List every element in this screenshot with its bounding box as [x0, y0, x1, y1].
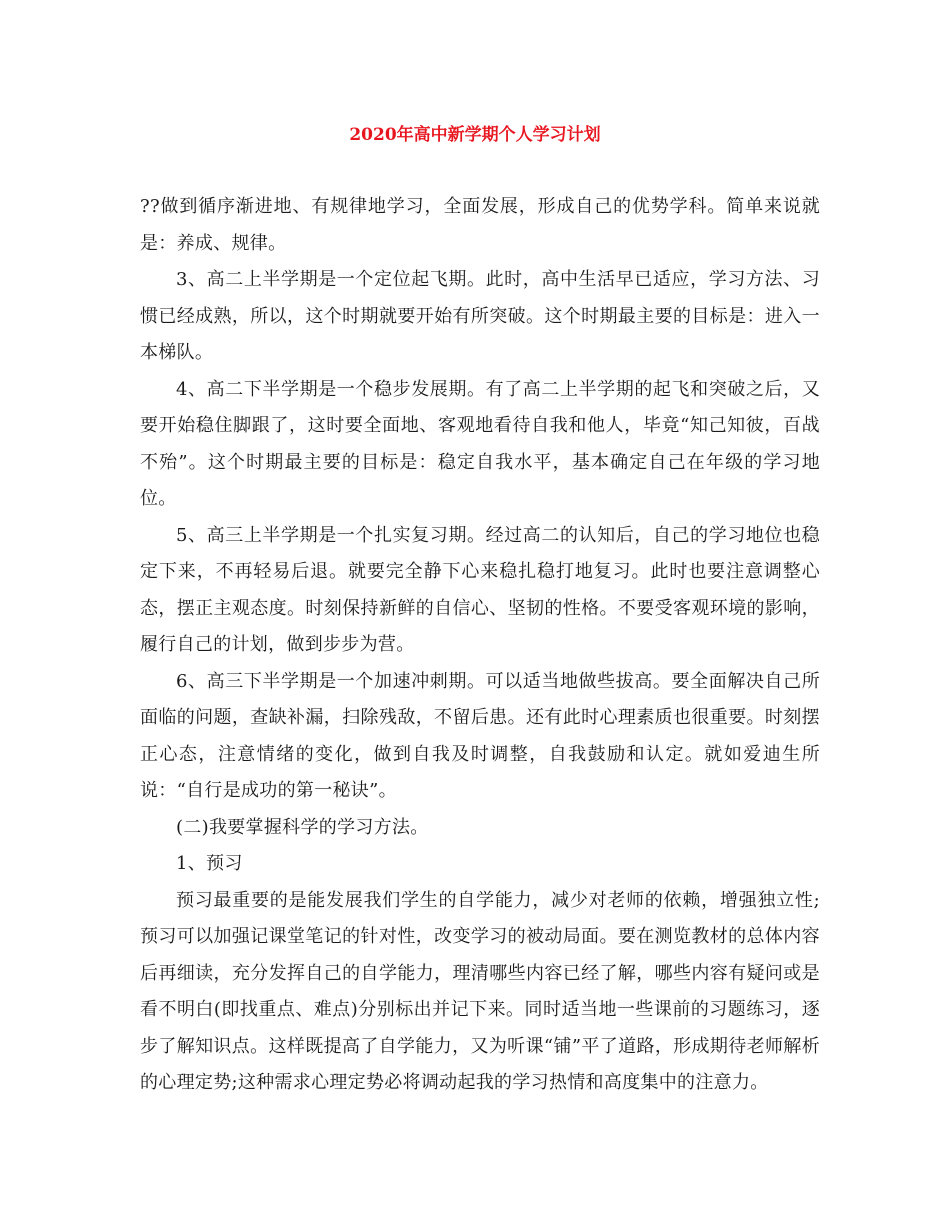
paragraph-6: 预习最重要的是能发展我们学生的自学能力，减少对老师的依赖，增强独立性;预习可以加强记课堂笔记的针对性，改变学习的被动局面。要在测览教材的总体内容后再细读，充分发挥自己的自学能力，理清哪些内容已经了解，哪些内容有疑问或是看不明白(即找重点、难点)分别标出并记下来。同时适当地一些课前的习题练习，逐步了解知识点。这样既提高了自学能力，又为听课“铺”平了道路，形成期待老师解析的心理定势;这种需求心理定势必将调动起我的学习热情和高度集中的注意力。 — [140, 889, 820, 1093]
paragraph-1: ??做到循序渐进地、有规律地学习，全面发展，形成自己的优势学科。简单来说就是：养成、规律。 — [140, 196, 820, 254]
section-heading: (二)我要掌握科学的学习方法。 — [176, 816, 429, 838]
subsection-heading: 1、预习 — [176, 853, 243, 874]
paragraph-4: 5、高三上半学期是一个扎实复习期。经过高二的认知后，自己的学习地位也稳定下来，不再轻易后退。就要完全静下心来稳扎稳打地复习。此时也要注意调整心态，摆正主观态度。时刻保持新鲜的自信心、坚韧的性格。不要受客观环境的影响，履行自己的计划，做到步步为营。 — [140, 524, 820, 655]
document-title: 2020年高中新学期个人学习计划 — [349, 125, 601, 145]
paragraph-2: 3、高二上半学期是一个定位起飞期。此时，高中生活早已适应，学习方法、习惯已经成熟，所以，这个时期就要开始有所突破。这个时期最主要的目标是：进入一本梯队。 — [140, 269, 820, 363]
document-body — [140, 189, 820, 1102]
paragraph-3: 4、高二下半学期是一个稳步发展期。有了高二上半学期的起飞和突破之后，又要开始稳住脚跟了，这时要全面地、客观地看待自我和他人，毕竟“知己知彼，百战不殆”。这个时期最主要的目标是：稳定自我水平，基本确定自己在年级的学习地位。 — [140, 378, 820, 509]
paragraph-5: 6、高三下半学期是一个加速冲刺期。可以适当地做些拔高。要全面解决自己所面临的问题，查缺补漏，扫除残敌，不留后患。还有此时心理素质也很重要。时刻摆正心态，注意情绪的变化，做到自我及时调整，自我鼓励和认定。就如爱迪生所说：“自行是成功的第一秘诀”。 — [140, 670, 820, 801]
